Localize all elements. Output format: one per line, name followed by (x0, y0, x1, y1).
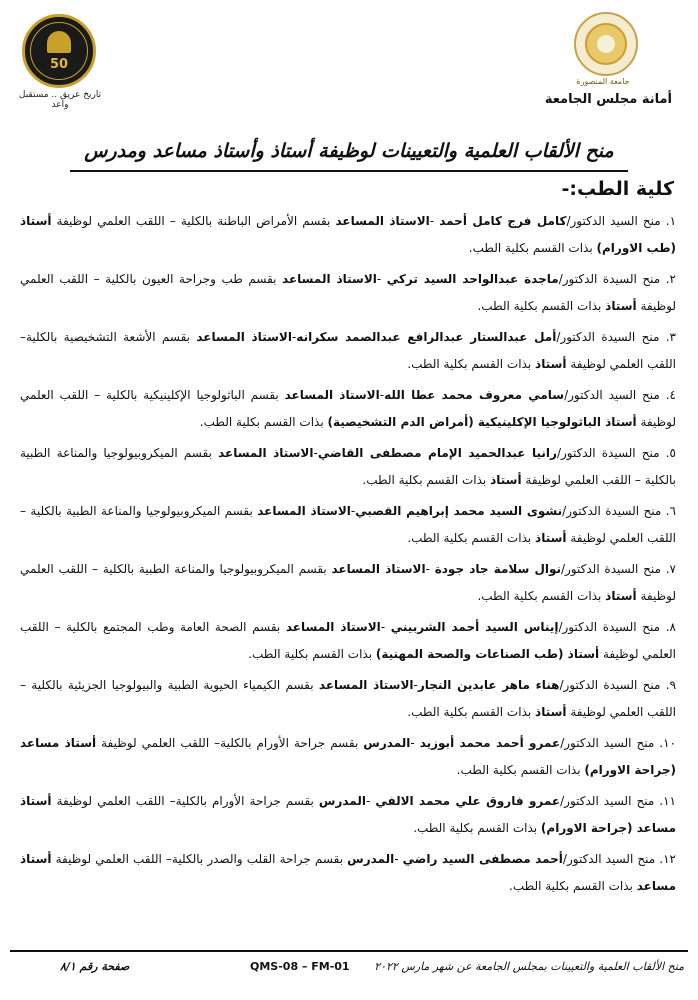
list-item: ٨. منح السيدة الدكتور/إيناس السيد أحمد الشربيني -الاستاذ المساعد بقسم الصحة العامة وطب المجتمع بالكلية – اللقب العلمي لوظيفة أستاذ (طب الصناعات والصحة المهنية) بذات القسم بكلية الطب. (20, 620, 676, 661)
footer-page-number: صفحة رقم ٨/١ (60, 960, 130, 973)
list-item: ١١. منح السيد الدكتور/عمرو فاروق علي محمد الالفي -المدرس بقسم جراحة الأورام بالكلية– اللقب العلمي لوظيفة أستاذ مساعد (جراحة الاورام) بذات القسم بكلية الطب. (20, 794, 676, 835)
document-title: منح الألقاب العلمية والتعيينات لوظيفة أستاذ وأستاذ مساعد ومدرس (84, 140, 614, 162)
university-logo-name: جامعة المنصورة (576, 77, 630, 86)
faculty-heading: كلية الطب:- (561, 178, 674, 200)
university-logo (574, 12, 638, 76)
list-item: ٥. منح السيدة الدكتور/رانيا عبدالحميد الإمام مصطفى القاضي-الاستاذ المساعد بقسم الميكروبيولوجيا والمناعة الطبية بالكلية – اللقب العلمي لوظيفة أستاذ بذات القسم بكلية الطب. (20, 446, 676, 487)
list-item: ٧. منح السيدة الدكتور/نوال سلامة جاد جودة -الاستاذ المساعد بقسم الميكروبيولوجيا والمناعة الطبية بالكلية – اللقب العلمي لوظيفة أستاذ بذات القسم بكلية الطب. (20, 562, 676, 603)
footer-divider (10, 950, 688, 952)
list-item: ٦. منح السيدة الدكتور/نشوى السيد محمد إبراهيم القصبي-الاستاذ المساعد بقسم الميكروبيولوجيا والمناعة الطبية بالكلية – اللقب العلمي لوظيفة أستاذ بذات القسم بكلية الطب. (20, 504, 676, 545)
list-item: ٢. منح السيدة الدكتور/ماجدة عبدالواحد السيد تركي -الاستاذ المساعد بقسم طب وجراحة العيون بالكلية – اللقب العلمي لوظيفة أستاذ بذات القسم بكلية الطب. (20, 272, 676, 313)
list-item: ١٢. منح السيد الدكتور/أحمد مصطفى السيد راضي -المدرس بقسم جراحة القلب والصدر بالكلية– اللقب العلمي لوظيفة أستاذ مساعد بذات القسم بكلية الطب. (20, 852, 676, 893)
anniversary-logo (22, 14, 96, 88)
logo-tagline: تاريخ عريق .. مستقبل واعد (18, 90, 102, 110)
list-item: ٤. منح السيد الدكتور/سامي معروف محمد عطا الله-الاستاذ المساعد بقسم الباثولوجيا الإكلينيكية بالكلية – اللقب العلمي لوظيفة أستاذ الباثولوجيا الإكلينيكية (أمراض الدم التشخيصية) بذات القسم بكلية الطب. (20, 388, 676, 429)
footer-form-code: QMS-08 – FM-01 (250, 960, 350, 973)
list-item: ٩. منح السيدة الدكتور/هناء ماهر عابدين النجار-الاستاذ المساعد بقسم الكيمياء الحيوية الطبية والبيولوجيا الجزيئية بالكلية – اللقب العلمي لوظيفة أستاذ بذات القسم بكلية الطب. (20, 678, 677, 719)
list-item: ١٠. منح السيد الدكتور/عمرو أحمد محمد أبوزيد -المدرس بقسم جراحة الأورام بالكلية– اللقب العلمي لوظيفة أستاذ مساعد (جراحة الاورام) بذات القسم بكلية الطب. (20, 736, 676, 777)
title-underline (70, 170, 628, 172)
list-item: ٣. منح السيدة الدكتور/أمل عبدالستار عبدالرافع عبدالصمد سكرانه-الاستاذ المساعد بقسم الأشعة التشخيصية بالكلية– اللقب العلمي لوظيفة أستاذ بذات القسم بكلية الطب. (20, 330, 676, 371)
department-title: أمانة مجلس الجامعة (544, 92, 672, 107)
list-item: ١. منح السيد الدكتور/كامل فرج كامل أحمد -الاستاذ المساعد بقسم الأمراض الباطنة بالكلية – اللقب العلمي لوظيفة أستاذ (طب الاورام) بذات القسم بكلية الطب. (20, 214, 677, 255)
footer-document-title: منح الألقاب العلمية والتعيينات بمجلس الجامعة عن شهر مارس ٢٠٢٢ (374, 960, 684, 973)
logo-number: 50 (49, 57, 69, 72)
